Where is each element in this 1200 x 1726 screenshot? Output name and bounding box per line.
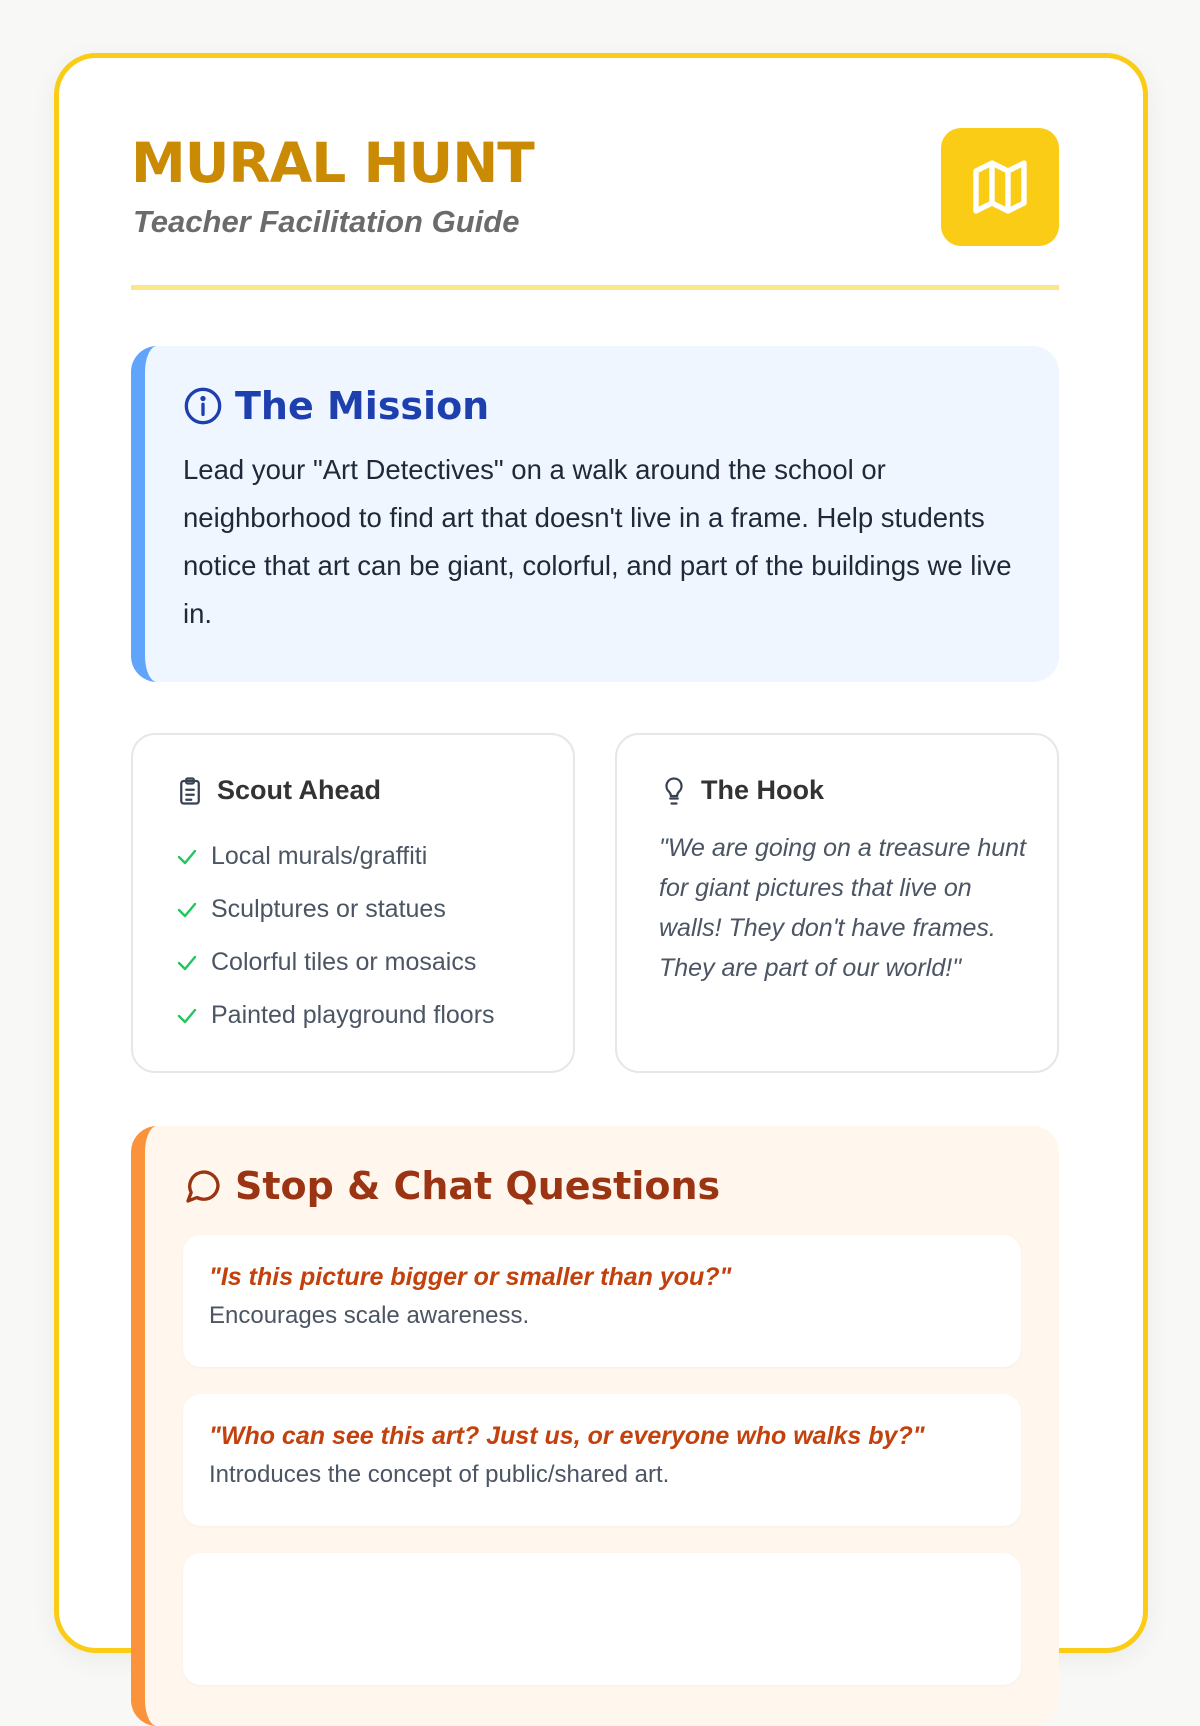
scout-ahead-card (131, 733, 575, 1073)
list-item-label: Colorful tiles or mosaics (211, 948, 477, 976)
header (131, 128, 1059, 290)
clipboard-icon (175, 776, 205, 806)
hook-header (659, 775, 1027, 806)
question-note: Encourages scale awareness. (209, 1302, 530, 1329)
lightbulb-icon (659, 776, 689, 806)
guide-card (54, 53, 1148, 1653)
hook-quote: "We are going on a treasure hunt for giant pictures that live on walls! They don't have frames. They are part of our world!" (659, 834, 1026, 982)
mission-section (131, 346, 1059, 682)
question-card (183, 1553, 1021, 1685)
hook-heading: The Hook (701, 775, 825, 805)
scout-header (175, 775, 543, 806)
question-text: "Who can see this art? Just us, or everyone who walks by?" (209, 1422, 925, 1450)
check-icon (175, 1004, 211, 1028)
scout-list (175, 830, 543, 1042)
question-list (183, 1235, 1021, 1685)
speech-bubble-icon (183, 1166, 223, 1206)
question-card (183, 1394, 1021, 1526)
chat-questions-section (131, 1126, 1059, 1726)
check-icon (175, 898, 211, 922)
list-item-label: Local murals/graffiti (211, 842, 428, 870)
list-item (175, 883, 543, 936)
list-item-label: Painted playground floors (211, 1001, 495, 1029)
mission-heading: The Mission (235, 384, 490, 428)
check-icon (175, 845, 211, 869)
info-icon (183, 386, 223, 426)
question-note: Introduces the concept of public/shared art. (209, 1461, 670, 1488)
scout-heading: Scout Ahead (217, 775, 382, 805)
chat-heading: Stop & Chat Questions (235, 1164, 721, 1208)
check-icon (175, 951, 211, 975)
page-subtitle: Teacher Facilitation Guide (133, 204, 520, 239)
page-title: MURAL HUNT (131, 131, 534, 195)
list-item (175, 830, 543, 883)
list-item (175, 936, 543, 989)
list-item (175, 989, 543, 1042)
question-card (183, 1235, 1021, 1367)
chat-header (183, 1164, 1021, 1208)
map-icon (968, 155, 1032, 219)
mission-header (183, 384, 1019, 428)
mission-text: Lead your "Art Detectives" on a walk around the school or neighborhood to find art that doesn't live in a frame. Help students notice that art can be giant, colorful, and part of the buildings we live in. (183, 454, 1012, 629)
question-text: "Is this picture bigger or smaller than you?" (209, 1263, 732, 1291)
map-badge (941, 128, 1059, 246)
hook-card (615, 733, 1059, 1073)
list-item-label: Sculptures or statues (211, 895, 446, 923)
